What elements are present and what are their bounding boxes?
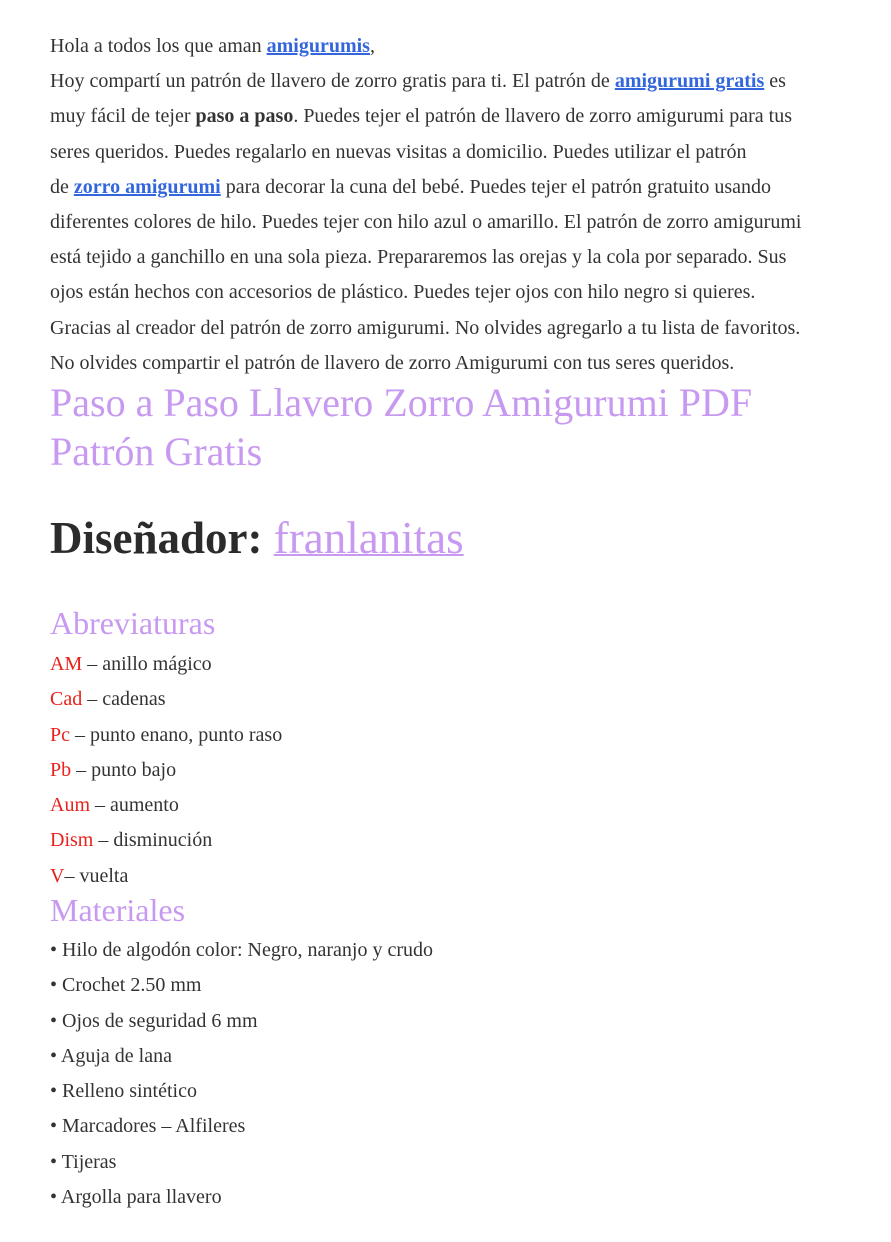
designer-link[interactable]: franlanitas (273, 513, 464, 563)
list-item: • Ojos de seguridad 6 mm (50, 1009, 258, 1032)
intro-line: Hola a todos los que aman amigurumis, (50, 35, 375, 57)
intro-line: Hoy compartí un patrón de llavero de zorro gratis para ti. El patrón de amigurumi gratis es (50, 70, 786, 93)
intro-line: diferentes colores de hilo. Puedes tejer con hilo azul o amarillo. El patrón de zorro amigurumi (50, 211, 802, 234)
amigurumis-link[interactable]: amigurumis (266, 35, 370, 57)
bold-text: paso a paso (195, 105, 294, 128)
intro-line: ojos están hechos con accesorios de plástico. Puedes tejer ojos con hilo negro si quieres. (50, 281, 756, 304)
list-item: • Tijeras (50, 1150, 117, 1173)
list-item: • Relleno sintético (50, 1080, 197, 1103)
list-item (50, 647, 282, 682)
list-item (50, 859, 282, 894)
designer-label: Diseñador: (50, 513, 274, 563)
intro-line: de zorro amigurumi para decorar la cuna del bebé. Puedes tejer el patrón gratuito usando (50, 175, 772, 198)
list-item: • Marcadores – Alfileres (50, 1115, 246, 1138)
materials-list (50, 933, 433, 1215)
abbreviation-desc: – vuelta (64, 864, 129, 887)
abbreviation-desc: – anillo mágico (82, 653, 212, 675)
abbreviation: AM (50, 653, 83, 675)
list-item: • Aguja de lana (50, 1044, 172, 1067)
materials-heading: Materiales (50, 892, 186, 928)
list-item (50, 788, 282, 823)
abbreviation: V (50, 864, 65, 887)
intro-line: Gracias al creador del patrón de zorro amigurumi. No olvides agregarlo a tu lista de favoritos. (50, 316, 801, 339)
page-title (50, 378, 752, 476)
intro-line: No olvides compartir el patrón de llavero de zorro Amigurumi con tus seres queridos. (50, 351, 735, 374)
intro-line: está tejido a ganchillo en una sola pieza. Prepararemos las orejas y la cola por separado. Sus (50, 246, 787, 269)
abbreviation: Aum (50, 794, 90, 817)
list-item (50, 823, 282, 858)
list-item: • Argolla para llavero (50, 1186, 222, 1209)
page-title-line: Paso a Paso Llavero Zorro Amigurumi PDF (50, 380, 753, 425)
abbreviations-list (50, 647, 282, 894)
list-item (50, 753, 282, 788)
abbreviation: Dism (50, 829, 94, 852)
list-item: • Hilo de algodón color: Negro, naranjo y crudo (50, 939, 434, 961)
zorro-amigurumi-link[interactable]: zorro amigurumi (73, 175, 221, 198)
designer-heading (50, 508, 464, 568)
list-item (50, 718, 282, 753)
abbreviation: Pc (50, 723, 70, 746)
abbreviation: Pb (50, 758, 72, 781)
list-item (50, 682, 282, 717)
abbreviation-desc: – punto bajo (71, 758, 177, 781)
abbreviation-desc: – disminución (93, 829, 213, 852)
amigurumi-gratis-link[interactable]: amigurumi gratis (614, 70, 765, 93)
page-title-line: Patrón Gratis (50, 429, 263, 474)
intro-line: seres queridos. Puedes regalarlo en nuevas visitas a domicilio. Puedes utilizar el patrón (50, 140, 747, 163)
intro-line: muy fácil de tejer paso a paso. Puedes tejer el patrón de llavero de zorro amigurumi para tus (50, 105, 793, 128)
intro-paragraph (50, 29, 885, 381)
abbreviation-desc: – aumento (90, 794, 179, 817)
abbreviation-desc: – punto enano, punto raso (70, 723, 283, 746)
list-item: • Crochet 2.50 mm (50, 974, 202, 997)
abbreviation: Cad (50, 688, 83, 711)
abbreviation-desc: – cadenas (82, 688, 166, 711)
abbreviations-heading: Abreviaturas (50, 605, 216, 641)
